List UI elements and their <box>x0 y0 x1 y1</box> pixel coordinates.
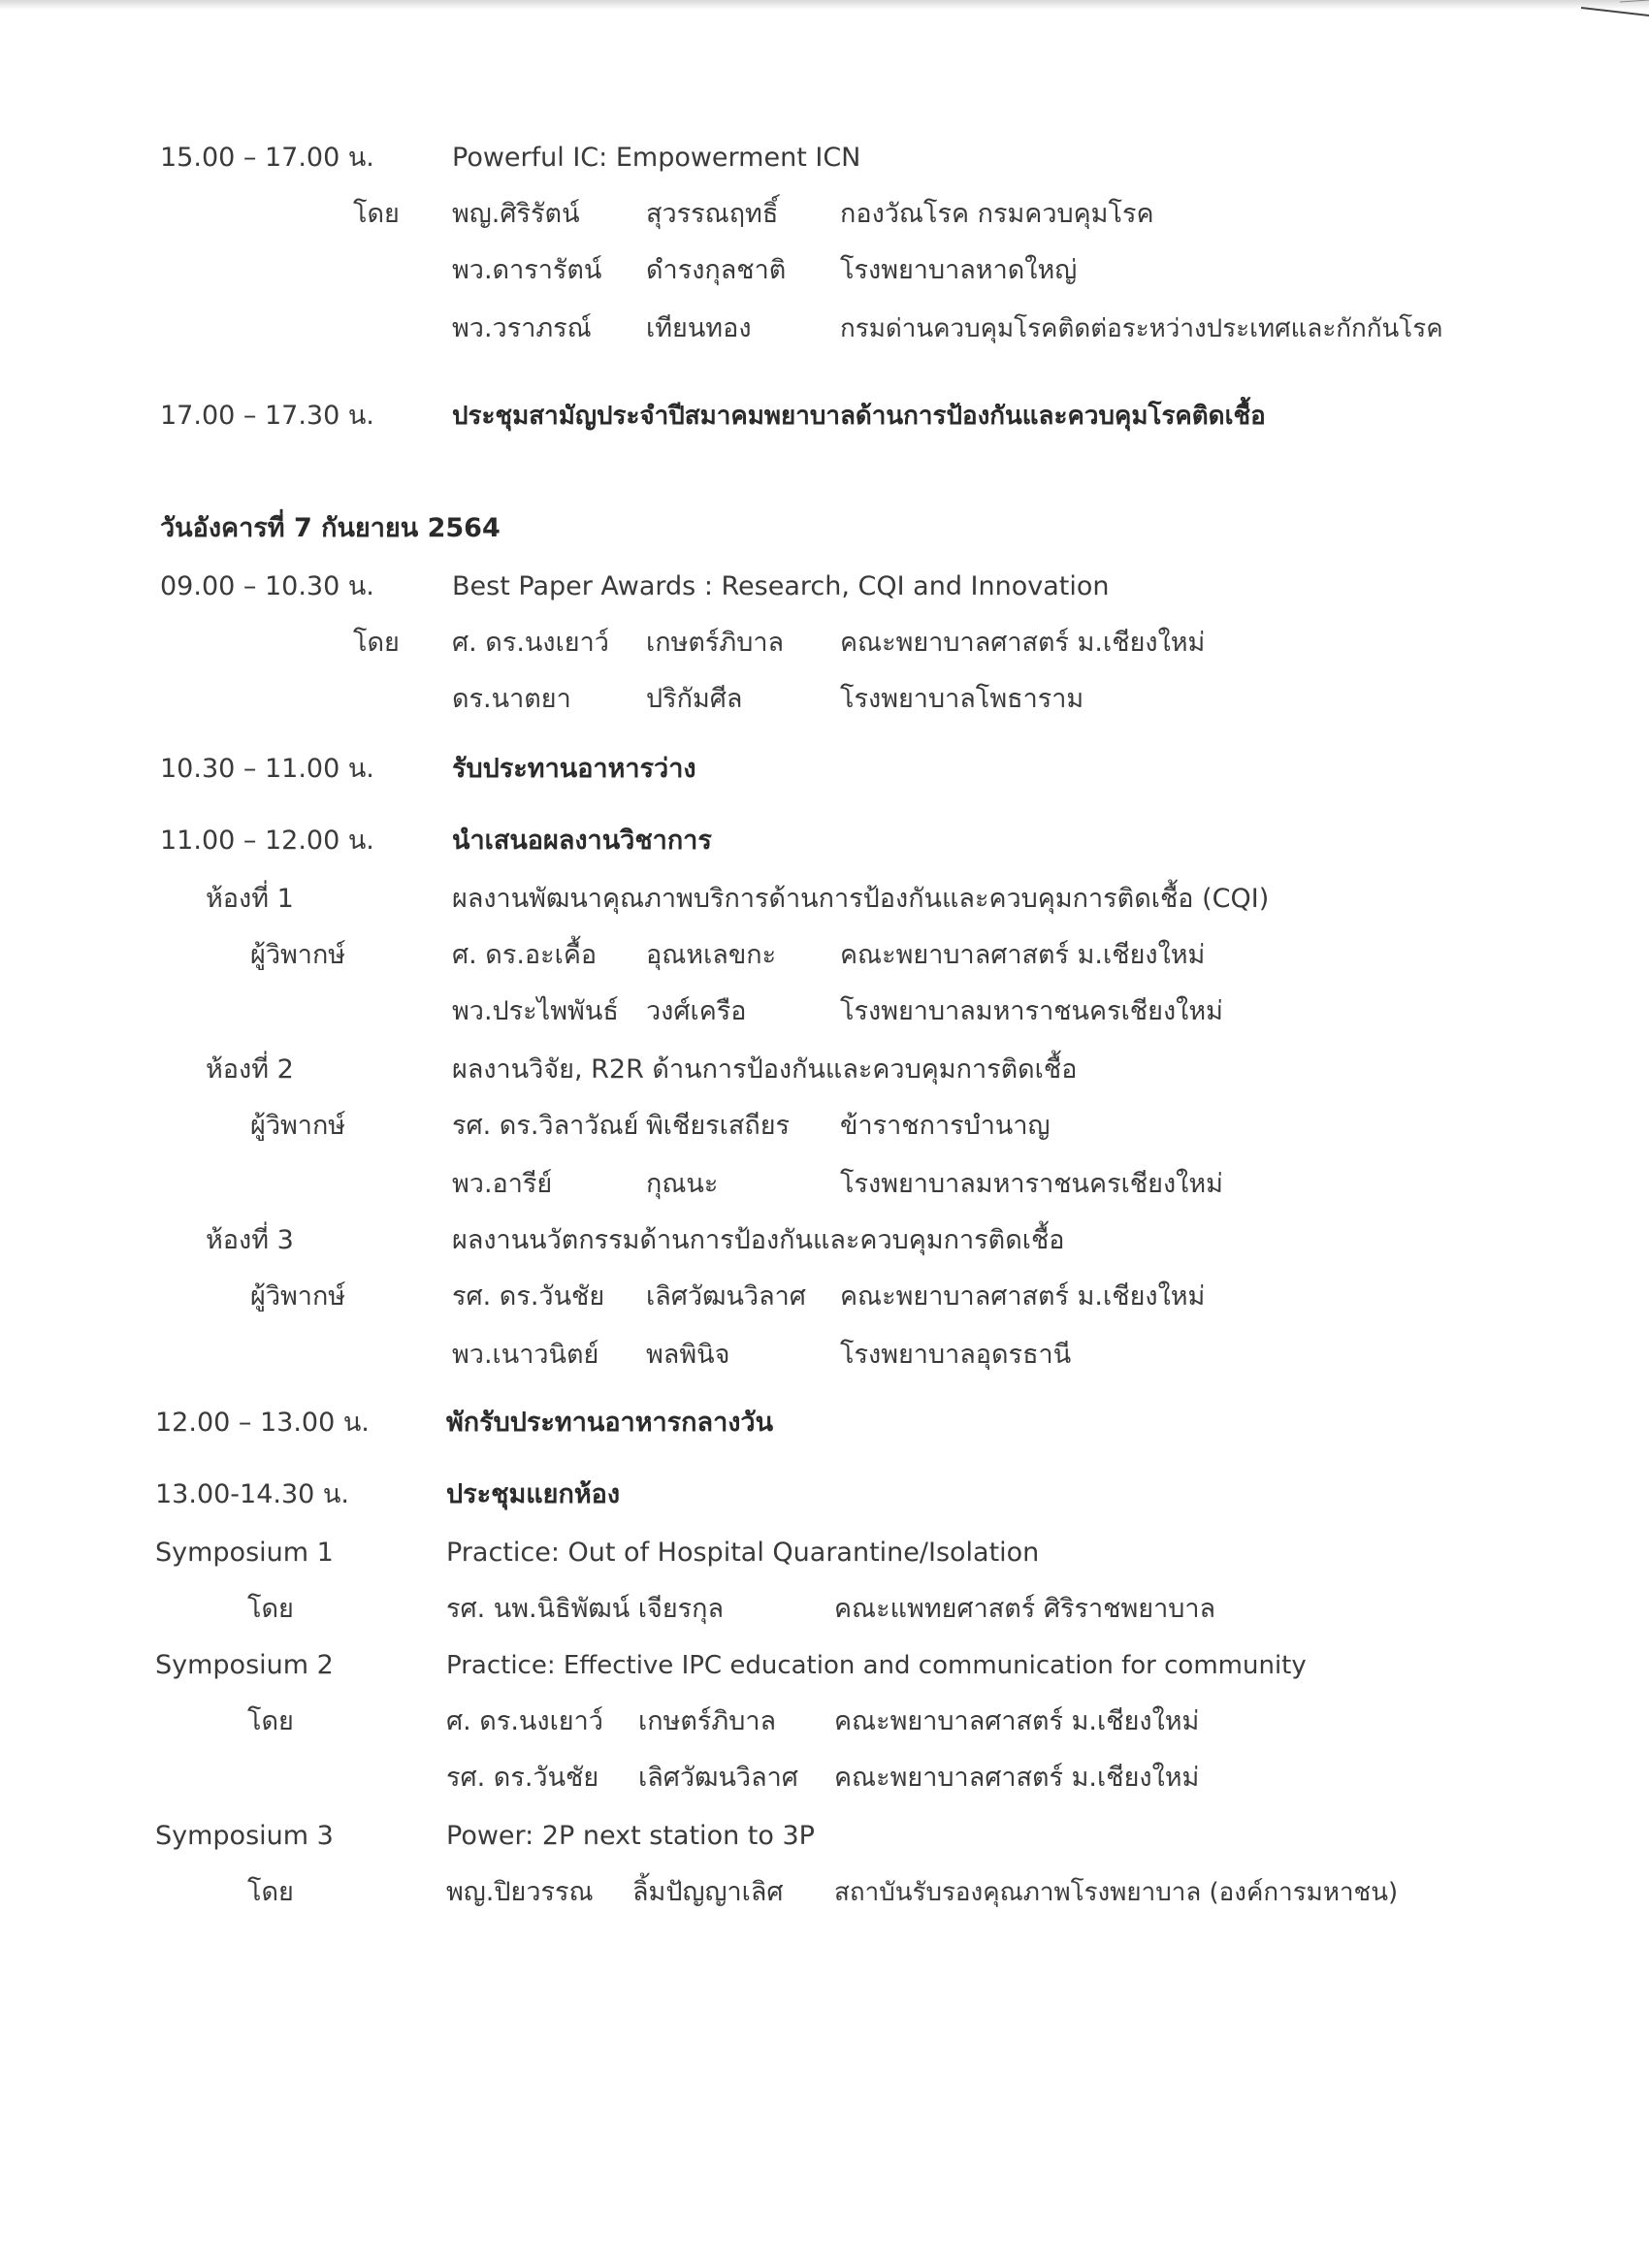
session-title: Best Paper Awards : Research, CQI and Innovation <box>452 571 1110 601</box>
session-time: 12.00 – 13.00 น. <box>155 1408 370 1438</box>
critic-org: โรงพยาบาลมหาราชนครเชียงใหม่ <box>840 996 1223 1026</box>
critic-first: พว.อารีย์ <box>452 1169 553 1199</box>
by-label: โดย <box>247 1706 294 1736</box>
critic-org: โรงพยาบาลมหาราชนครเชียงใหม่ <box>840 1169 1223 1199</box>
critic-last: วงศ์เครือ <box>646 996 747 1026</box>
critic-first: ศ. ดร.อะเคื้อ <box>452 940 598 970</box>
speaker-first: รศ. นพ.นิธิพัฒน์ เจียรกุล <box>446 1594 725 1624</box>
critic-label: ผู้วิพากษ์ <box>250 940 346 970</box>
by-label: โดย <box>353 628 400 658</box>
speaker-org: โรงพยาบาลหาดใหญ่ <box>840 255 1078 285</box>
speaker-first: ศ. ดร.นงเยาว์ <box>452 628 609 658</box>
room-label: ห้องที่ 1 <box>206 884 294 914</box>
speaker-last: ลิ้มปัญญาเลิศ <box>632 1877 784 1907</box>
critic-label: ผู้วิพากษ์ <box>250 1111 346 1141</box>
speaker-last: ดำรงกุลชาติ <box>646 255 787 285</box>
speaker-last: สุวรรณฤทธิ์ <box>646 199 779 229</box>
speaker-last: เกษตร์ภิบาล <box>638 1706 777 1736</box>
speaker-last: ปริกัมศีล <box>646 684 743 714</box>
by-label: โดย <box>353 199 400 229</box>
critic-first: รศ. ดร.วันชัย <box>452 1281 605 1312</box>
symposium-topic: Practice: Out of Hospital Quarantine/Isolation <box>446 1538 1040 1568</box>
session-time: 15.00 – 17.00 น. <box>160 143 374 173</box>
room-label: ห้องที่ 2 <box>206 1054 294 1085</box>
symposium-label: Symposium 3 <box>155 1821 334 1851</box>
session-title: นำเสนอผลงานวิชาการ <box>452 826 712 856</box>
speaker-org: คณะแพทยศาสตร์ ศิริราชพยาบาล <box>834 1594 1216 1624</box>
critic-org: ข้าราชการบำนาญ <box>840 1111 1051 1141</box>
symposium-label: Symposium 2 <box>155 1650 334 1680</box>
critic-last: อุณหเลขกะ <box>646 940 777 970</box>
speaker-first: พว.ดารารัตน์ <box>452 255 602 285</box>
scan-shadow <box>0 0 1649 10</box>
speaker-org: สถาบันรับรองคุณภาพโรงพยาบาล (องค์การมหาชน) <box>834 1878 1399 1907</box>
critic-last: เลิศวัฒนวิลาศ <box>646 1281 806 1312</box>
critic-last: พลพินิจ <box>646 1340 730 1370</box>
speaker-first: รศ. ดร.วันชัย <box>446 1763 599 1793</box>
critic-last: กุณนะ <box>646 1169 719 1199</box>
critic-org: คณะพยาบาลศาสตร์ ม.เชียงใหม่ <box>840 1281 1206 1312</box>
speaker-first: ศ. ดร.นงเยาว์ <box>446 1706 603 1736</box>
speaker-last: เทียนทอง <box>646 313 752 343</box>
speaker-org: คณะพยาบาลศาสตร์ ม.เชียงใหม่ <box>834 1706 1200 1736</box>
session-title: ประชุมสามัญประจำปีสมาคมพยาบาลด้านการป้องกันและควบคุมโรคติดเชื้อ <box>452 402 1266 431</box>
speaker-first: พว.วราภรณ์ <box>452 313 592 343</box>
speaker-org: คณะพยาบาลศาสตร์ ม.เชียงใหม่ <box>840 628 1206 658</box>
critic-first: พว.เนาวนิตย์ <box>452 1340 599 1370</box>
speaker-first: พญ.ศิริรัตน์ <box>452 199 580 229</box>
session-title: Powerful IC: Empowerment ICN <box>452 143 861 173</box>
session-title: พักรับประทานอาหารกลางวัน <box>446 1408 774 1438</box>
session-time: 17.00 – 17.30 น. <box>160 401 374 431</box>
session-title: ประชุมแยกห้อง <box>446 1479 621 1509</box>
session-time: 10.30 – 11.00 น. <box>160 754 374 784</box>
critic-first: รศ. ดร.วิลาวัณย์ <box>452 1111 639 1141</box>
symposium-topic: Practice: Effective IPC education and communication for community <box>446 1651 1307 1680</box>
room-topic: ผลงานพัฒนาคุณภาพบริการด้านการป้องกันและควบคุมการติดเชื้อ (CQI) <box>452 884 1270 914</box>
day-heading: วันอังคารที่ 7 กันยายน 2564 <box>160 513 501 543</box>
symposium-topic: Power: 2P next station to 3P <box>446 1821 815 1851</box>
speaker-org: โรงพยาบาลโพธาราม <box>840 684 1084 714</box>
folded-corner-mark <box>1581 0 1649 58</box>
critic-org: โรงพยาบาลอุดรธานี <box>840 1340 1072 1370</box>
speaker-first: ดร.นาตยา <box>452 684 571 714</box>
by-label: โดย <box>247 1877 294 1907</box>
speaker-last: เกษตร์ภิบาล <box>646 628 785 658</box>
by-label: โดย <box>247 1594 294 1624</box>
critic-first: พว.ประไพพันธ์ <box>452 996 619 1026</box>
session-time: 13.00-14.30 น. <box>155 1479 349 1509</box>
session-time: 11.00 – 12.00 น. <box>160 826 374 856</box>
room-label: ห้องที่ 3 <box>206 1225 294 1255</box>
session-title: รับประทานอาหารว่าง <box>452 754 696 784</box>
symposium-label: Symposium 1 <box>155 1538 334 1568</box>
critic-label: ผู้วิพากษ์ <box>250 1281 346 1312</box>
speaker-org: กรมด่านควบคุมโรคติดต่อระหว่างประเทศและกักกันโรค <box>840 314 1443 343</box>
critic-org: คณะพยาบาลศาสตร์ ม.เชียงใหม่ <box>840 940 1206 970</box>
speaker-last: เลิศวัฒนวิลาศ <box>638 1763 798 1793</box>
room-topic: ผลงานนวัตกรรมด้านการป้องกันและควบคุมการติดเชื้อ <box>452 1225 1065 1255</box>
speaker-first: พญ.ปิยวรรณ <box>446 1877 594 1907</box>
session-time: 09.00 – 10.30 น. <box>160 571 374 601</box>
critic-last: พิเชียรเสถียร <box>646 1111 791 1141</box>
speaker-org: กองวัณโรค กรมควบคุมโรค <box>840 199 1154 229</box>
room-topic: ผลงานวิจัย, R2R ด้านการป้องกันและควบคุมการติดเชื้อ <box>452 1054 1078 1085</box>
speaker-org: คณะพยาบาลศาสตร์ ม.เชียงใหม่ <box>834 1763 1200 1793</box>
